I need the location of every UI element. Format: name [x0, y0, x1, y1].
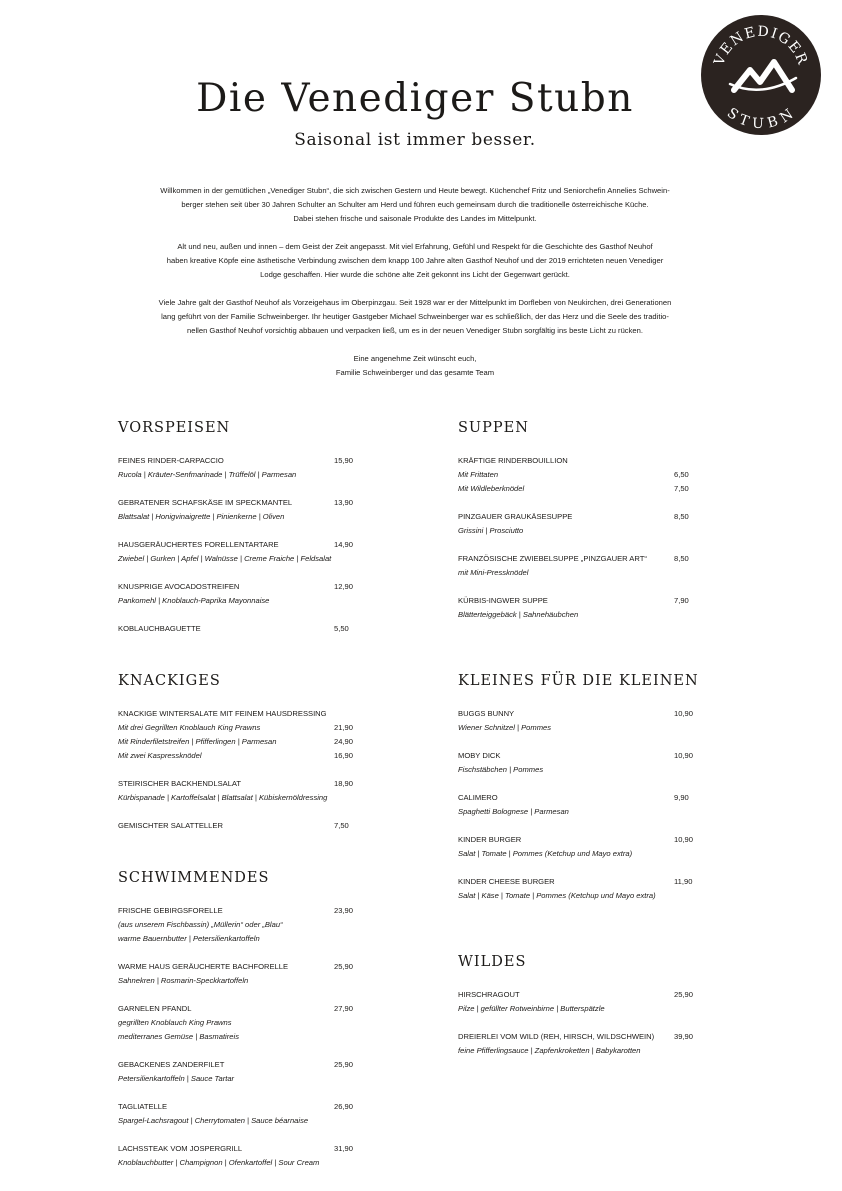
dish-name: MOBY DICK — [458, 751, 501, 760]
menu-item — [458, 707, 699, 735]
menu-item — [458, 1030, 693, 1058]
dish-price: 11,90 — [674, 877, 693, 886]
page-subtitle: Saisonal ist immer besser. — [294, 130, 536, 150]
intro-greeting — [110, 352, 720, 380]
dish-name: LACHSSTEAK VOM JOSPERGRILL — [118, 1144, 243, 1153]
intro-line: Eine angenehme Zeit wünscht euch, — [353, 354, 477, 363]
dish-name: GEMISCHTER SALATTELLER — [118, 821, 223, 830]
intro-line: Familie Schweinberger und das gesamte Team — [335, 368, 495, 377]
intro-line: berger stehen seit über 30 Jahren Schulter an Schulter am Herd und führen euch gemeinsam durch die traditionelle österreichische Küche. — [181, 200, 649, 209]
section-heading: SUPPEN — [458, 420, 529, 436]
dish-description: Pilze | gefüllter Rotweinbirne | Butterspätzle — [458, 1004, 605, 1013]
dish-price: 13,90 — [334, 498, 354, 507]
dish-description: Blätterteiggebäck | Sahnehäubchen — [458, 610, 579, 619]
dish-price: 7,50 — [334, 821, 349, 830]
logo-bottom-text: STUBN — [724, 104, 798, 132]
dish-price: 15,90 — [334, 456, 354, 465]
menu-item — [458, 594, 689, 622]
menu-item — [118, 1058, 353, 1086]
intro-line: nellen Gasthof Neuhof vorsichtig abbauen und verpacken ließ, um es in der neuen Venediger Stubn sorgfältig ins beste Licht zu rücken. — [187, 326, 643, 335]
section-heading: VORSPEISEN — [118, 420, 231, 436]
dish-price: 6,50 — [674, 470, 689, 479]
dish-price: 12,90 — [334, 582, 354, 591]
dish-price: 25,90 — [334, 1060, 354, 1069]
dish-option: Mit drei Gegrillten Knoblauch King Prawns — [118, 723, 261, 732]
dish-price: 27,90 — [334, 1004, 354, 1013]
menu-item — [458, 749, 699, 777]
dish-description: Salat | Tomate | Pommes (Ketchup und Mayo extra) — [458, 849, 633, 858]
dish-name: KINDER BURGER — [458, 835, 522, 844]
dish-name: TAGLIATELLE — [118, 1102, 168, 1111]
dish-name: GEBRATENER SCHAFSKÄSE IM SPECKMANTEL — [118, 498, 293, 507]
dish-price: 25,90 — [674, 990, 694, 999]
section-wildes — [458, 952, 693, 1072]
section-heading: SCHWIMMENDES — [118, 870, 270, 886]
dish-description: Wiener Schnitzel | Pommes — [458, 723, 552, 732]
dish-name: GEBACKENES ZANDERFILET — [118, 1060, 225, 1069]
dish-price: 21,90 — [334, 723, 354, 732]
dish-description: warme Bauernbutter | Petersilienkartoffeln — [118, 934, 260, 943]
dish-price: 16,90 — [334, 751, 354, 760]
dish-price: 5,50 — [334, 624, 349, 633]
dish-description: Knoblauchbutter | Champignon | Ofenkartoffel | Sour Cream — [118, 1158, 320, 1167]
menu-item — [458, 988, 693, 1016]
menu-item — [118, 819, 353, 833]
section-heading: KLEINES FÜR DIE KLEINEN — [458, 673, 699, 689]
dish-price: 10,90 — [674, 835, 694, 844]
dish-description: Spaghetti Bolognese | Parmesan — [458, 807, 569, 816]
menu-item — [118, 1100, 353, 1128]
dish-name: FRISCHE GEBIRGSFORELLE — [118, 906, 223, 915]
dish-name: KNACKIGE WINTERSALATE MIT FEINEM HAUSDRESSING — [118, 709, 327, 718]
menu-item — [118, 454, 353, 482]
menu-item — [118, 777, 353, 805]
dish-description: Rucola | Kräuter-Senfmarinade | Trüffelöl | Parmesan — [118, 470, 297, 479]
dish-option: Mit zwei Kaspressknödel — [118, 751, 202, 760]
dish-name: CALIMERO — [458, 793, 498, 802]
intro-paragraph — [110, 184, 720, 226]
dish-price: 10,90 — [674, 751, 694, 760]
dish-option: Mit Frittaten — [458, 470, 499, 479]
menu-item — [118, 622, 353, 636]
dish-name: BUGGS BUNNY — [458, 709, 515, 718]
dish-name: PINZGAUER GRAUKÄSESUPPE — [458, 512, 573, 521]
dish-price: 26,90 — [334, 1102, 354, 1111]
menu-item — [458, 791, 699, 819]
dish-description: Pankomehl | Knoblauch-Paprika Mayonnaise — [118, 596, 270, 605]
section-knackiges — [118, 671, 353, 847]
dish-price: 10,90 — [674, 709, 694, 718]
dish-price: 8,50 — [674, 512, 689, 521]
dish-price: 39,90 — [674, 1032, 694, 1041]
section-suppen — [458, 418, 689, 636]
dish-name: KNUSPRIGE AVOCADOSTREIFEN — [118, 582, 240, 591]
dish-name: WARME HAUS GERÄUCHERTE BACHFORELLE — [118, 962, 289, 971]
dish-name: HIRSCHRAGOUT — [458, 990, 520, 999]
menu-item — [118, 1142, 353, 1170]
dish-description: Sahnekren | Rosmarin-Speckkartoffeln — [118, 976, 249, 985]
dish-description: feine Pfifferlingsauce | Zapfenkroketten | Babykarotten — [458, 1046, 641, 1055]
dish-name: FEINES RINDER-CARPACCIO — [118, 456, 224, 465]
intro-line: haben kreative Köpfe eine ästhetische Verbindung zwischen dem knapp 100 Jahre alten Gasthof Neuhof und der 2019 errichteten neuen Venediger — [166, 256, 664, 265]
menu-item — [458, 875, 699, 903]
dish-name: KINDER CHEESE BURGER — [458, 877, 555, 886]
menu-item — [458, 454, 689, 496]
dish-description: Petersilienkartoffeln | Sauce Tartar — [118, 1074, 235, 1083]
menu-item — [118, 960, 353, 988]
intro-paragraph — [110, 240, 720, 282]
dish-description: mediterranes Gemüse | Basmatireis — [118, 1032, 239, 1041]
dish-name: DREIERLEI VOM WILD (REH, HIRSCH, WILDSCHWEIN) — [458, 1032, 655, 1041]
dish-description: Blattsalat | Honigvinaigrette | Pinienkerne | Oliven — [118, 512, 285, 521]
dish-description: gegrillten Knoblauch King Prawns — [118, 1018, 232, 1027]
dish-description: Kürbispanade | Kartoffelsalat | Blattsalat | Kübiskernöldressing — [118, 793, 328, 802]
menu-item — [118, 707, 353, 763]
intro-paragraph — [110, 296, 720, 338]
menu-item — [458, 510, 689, 538]
section-kleines — [458, 671, 699, 917]
dish-name: HAUSGERÄUCHERTES FORELLENTARTARE — [118, 540, 279, 549]
dish-description: Grissini | Prosciutto — [458, 526, 524, 535]
intro-line: Dabei stehen frische und saisonale Produkte des Landes im Mittelpunkt. — [293, 214, 537, 223]
dish-name: KOBLAUCHBAGUETTE — [118, 624, 201, 633]
dish-price: 25,90 — [334, 962, 354, 971]
section-vorspeisen — [118, 418, 353, 650]
section-heading: KNACKIGES — [118, 673, 221, 689]
intro-line: lang geführt von der Familie Schweinberger. Ihr heutiger Gastgeber Michael Schweinberger war es schließlich, der das Herz und die Seele des traditio- — [161, 312, 669, 321]
dish-name: GARNELEN PFANDL — [118, 1004, 192, 1013]
dish-price: 18,90 — [334, 779, 354, 788]
dish-name: KÜRBIS-INGWER SUPPE — [458, 596, 548, 605]
intro-text — [110, 184, 720, 394]
intro-line: Lodge geschaffen. Hier wurde die schöne alte Zeit gekonnt ins Licht der Gegenwart gerückt. — [260, 270, 570, 279]
section-schwimmendes — [118, 868, 353, 1184]
menu-item — [118, 580, 353, 608]
dish-description: Zwiebel | Gurken | Apfel | Walnüsse | Creme Fraiche | Feldsalat — [118, 554, 332, 563]
logo-top-text: VENEDIGER — [711, 23, 811, 68]
dish-price: 9,90 — [674, 793, 689, 802]
menu-item — [118, 904, 353, 946]
dish-name: STEIRISCHER BACKHENDLSALAT — [118, 779, 242, 788]
dish-price: 31,90 — [334, 1144, 354, 1153]
menu-item — [458, 552, 689, 580]
dish-description: mit Mini-Pressknödel — [458, 568, 529, 577]
menu-item — [118, 1002, 353, 1044]
intro-line: Willkommen in der gemütlichen „Venediger Stubn“, die sich zwischen Gestern und Heute bewegt. Küchenchef Fritz und Seniorchefin Annelies Schwein- — [160, 186, 670, 195]
section-heading: WILDES — [458, 954, 527, 970]
dish-price: 23,90 — [334, 906, 354, 915]
dish-price: 14,90 — [334, 540, 354, 549]
dish-price: 7,90 — [674, 596, 689, 605]
menu-item — [118, 538, 353, 566]
dish-option: Mit Rinderfiletstreifen | Pfifferlingen | Parmesan — [118, 737, 277, 746]
dish-description: Spargel-Lachsragout | Cherrytomaten | Sauce béarnaise — [118, 1116, 309, 1125]
dish-price: 24,90 — [334, 737, 354, 746]
dish-description: (aus unserem Fischbassin) „Müllerin“ oder „Blau“ — [118, 920, 283, 929]
page-title: Die Venediger Stubn — [196, 76, 634, 121]
dish-option: Mit Wildleberknödel — [458, 484, 525, 493]
dish-price: 7,50 — [674, 484, 689, 493]
dish-description: Fischstäbchen | Pommes — [458, 765, 544, 774]
menu-item — [118, 496, 353, 524]
dish-price: 8,50 — [674, 554, 689, 563]
intro-line: Viele Jahre galt der Gasthof Neuhof als Vorzeigehaus im Oberpinzgau. Seit 1928 war er der Mittelpunkt im Dorfleben von Neukirchen, drei Generationen — [158, 298, 672, 307]
dish-description: Salat | Käse | Tomate | Pommes (Ketchup und Mayo extra) — [458, 891, 656, 900]
dish-name: KRÄFTIGE RINDERBOUILLION — [458, 456, 568, 465]
dish-name: FRANZÖSISCHE ZWIEBELSUPPE „PINZGAUER ART“ — [458, 554, 647, 563]
menu-item — [458, 833, 699, 861]
intro-line: Alt und neu, außen und innen – dem Geist der Zeit angepasst. Mit viel Erfahrung, Gefühl und Respekt für die Geschichte des Gasthof Neuhof — [177, 242, 653, 251]
